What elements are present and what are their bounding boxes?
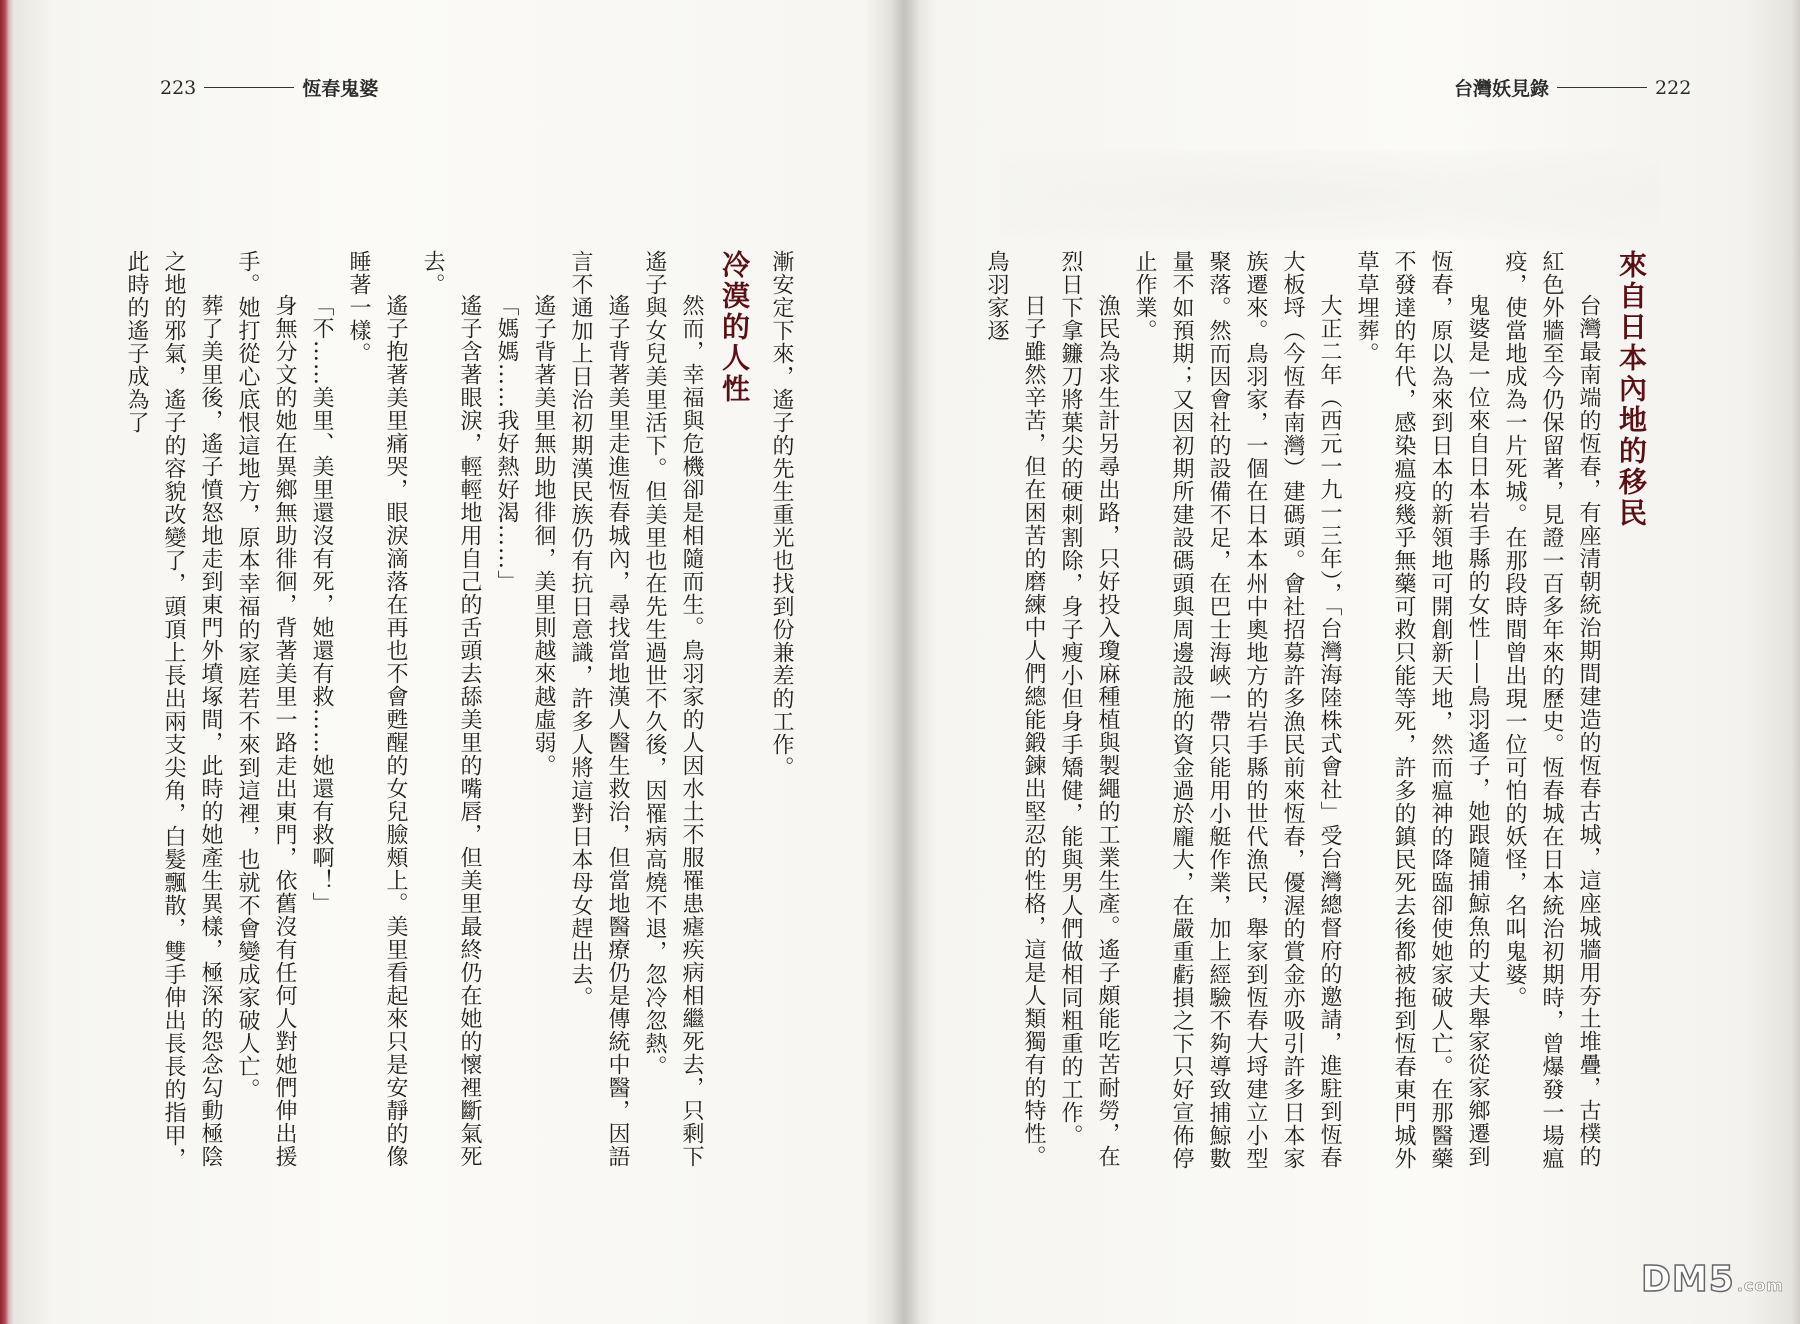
paragraph: 日子雖然辛苦，但在困苦的磨練中人們總能鍛鍊出堅忍的性格，這是人類獨有的特性。鳥羽家逐 bbox=[984, 250, 1046, 1168]
paragraph: 遙子背著美里無助地徘徊，美里則越來越虛弱。 bbox=[531, 294, 556, 777]
paragraph: 漁民為求生計另尋出路，只好投入瓊麻種植與製繩的工業生產。遙子頗能吃苦耐勞，在烈日下拿鐮刀將葉尖的硬刺割除，身子瘦小但身手矯健，能與男人們做相同粗重的工作。 bbox=[1058, 250, 1120, 1168]
paragraph: 遙子背著美里走進恆春城內，尋找當地漢人醫生救治，但當地醫療仍是傳統中醫，因語言不通加上日治初期漢民族仍有抗日意識，許多人將這對日本母女趕出去。 bbox=[568, 250, 630, 1168]
paragraph: 大正二年（西元一九一三年），「台灣海陸株式會社」受台灣總督府的邀請，進駐到恆春大板埒（今恆春南灣）建碼頭。會社招募許多漁民前來恆春，優渥的賞金亦吸引許多日本家族遷來。鳥羽家，一個在日本本州中奧地方的岩手縣的世代漁民，舉家到恆春大埒建立小型聚落。然而因會社的設備不足，在巴士海峽一帶只能用小艇作業，加上經驗不夠導致捕鯨數量不如預期；又因初期所建設碼頭與周邊設施的資金過於龐大，在嚴重虧損之下只好宣佈停止作業。 bbox=[1132, 250, 1342, 1170]
left-running-title: 恆春鬼婆 bbox=[302, 78, 379, 100]
left-page-number: 223 bbox=[160, 76, 197, 99]
watermark-sub: .com bbox=[1736, 1276, 1784, 1295]
paragraph: 台灣最南端的恆春，有座清朝統治期間建造的恆春古城，這座城牆用夯土堆疊，古樸的紅色外牆至今仍保留著，見證一百多年來的歷史。恆春城在日本統治初期時，曾爆發一場瘟疫，使當地成為一片死城。在那段時間曾出現一位可怕的妖怪，名叫鬼婆。 bbox=[1502, 250, 1601, 1170]
right-page-number: 222 bbox=[1655, 76, 1692, 99]
header-rule bbox=[1557, 87, 1647, 88]
left-page-header bbox=[160, 74, 378, 101]
book-edge bbox=[0, 0, 14, 1324]
paragraph: 葬了美里後，遙子憤怒地走到東門外墳塚間，此時的她產生異樣，極深的怨念勾動極陰之地的邪氣，遙子的容貌改變了，頭頂上長出兩支尖角，白髮飄散，雙手伸出長長的指甲，此時的遙子成為了 bbox=[124, 250, 223, 1170]
paragraph: 漸安定下來，遙子的先生重光也找到份兼差的工作。 bbox=[769, 250, 794, 779]
header-rule bbox=[204, 87, 294, 88]
book-edge-right bbox=[1790, 0, 1800, 1324]
book-gutter bbox=[890, 0, 920, 1324]
section-heading: 冷漠的人性 bbox=[718, 250, 751, 405]
right-page-header bbox=[1454, 74, 1691, 101]
paragraph: 鬼婆是一位來自日本岩手縣的女性——鳥羽遙子，她跟隨捕鯨魚的丈夫舉家從家鄉遷到恆春，原以為來到日本的新領地可開創新天地，然而瘟神的降臨卻使她家破人亡。在那醫藥不發達的年代，感染瘟疫幾乎無藥可救只能等死，許多的鎮民死去後都被拖到恆春東門城外草草埋葬。 bbox=[1354, 250, 1490, 1170]
right-running-title: 台灣妖見錄 bbox=[1454, 78, 1550, 100]
section-heading: 來自日本內地的移民 bbox=[1615, 250, 1648, 529]
dialogue: 「媽媽……我好熱好渴……」 bbox=[494, 294, 519, 593]
site-watermark bbox=[1641, 1259, 1784, 1300]
paragraph: 身無分文的她在異鄉無助徘徊，背著美里一路走出東門，依舊沒有任何人對她們伸出援手。她打從心底恨這地方，原本幸福的家庭若不來到這裡，也就不會變成家破人亡。 bbox=[235, 250, 297, 1168]
watermark-main: DM5 bbox=[1641, 1259, 1735, 1300]
left-page-body bbox=[124, 250, 800, 1190]
paragraph: 遙子抱著美里痛哭，眼淚滴落在再也不會甦醒的女兒臉頰上。美里看起來只是安靜的像睡著一樣。 bbox=[346, 250, 408, 1168]
dialogue: 「不……美里、美里還沒有死，她還有救……她還有救啊！」 bbox=[309, 294, 334, 915]
paragraph: 遙子含著眼淚，輕輕地用自己的舌頭去舔美里的嘴唇，但美里最終仍在她的懷裡斷氣死去。 bbox=[420, 250, 482, 1168]
paragraph: 然而，幸福與危機卻是相隨而生。鳥羽家的人因水土不服罹患瘧疾病相繼死去，只剩下遙子與女兒美里活下。但美里也在先生過世不久後，因罹病高燒不退，忽冷忽熱。 bbox=[642, 250, 704, 1168]
right-page-body bbox=[984, 250, 1660, 1190]
show-through bbox=[1000, 150, 1660, 240]
